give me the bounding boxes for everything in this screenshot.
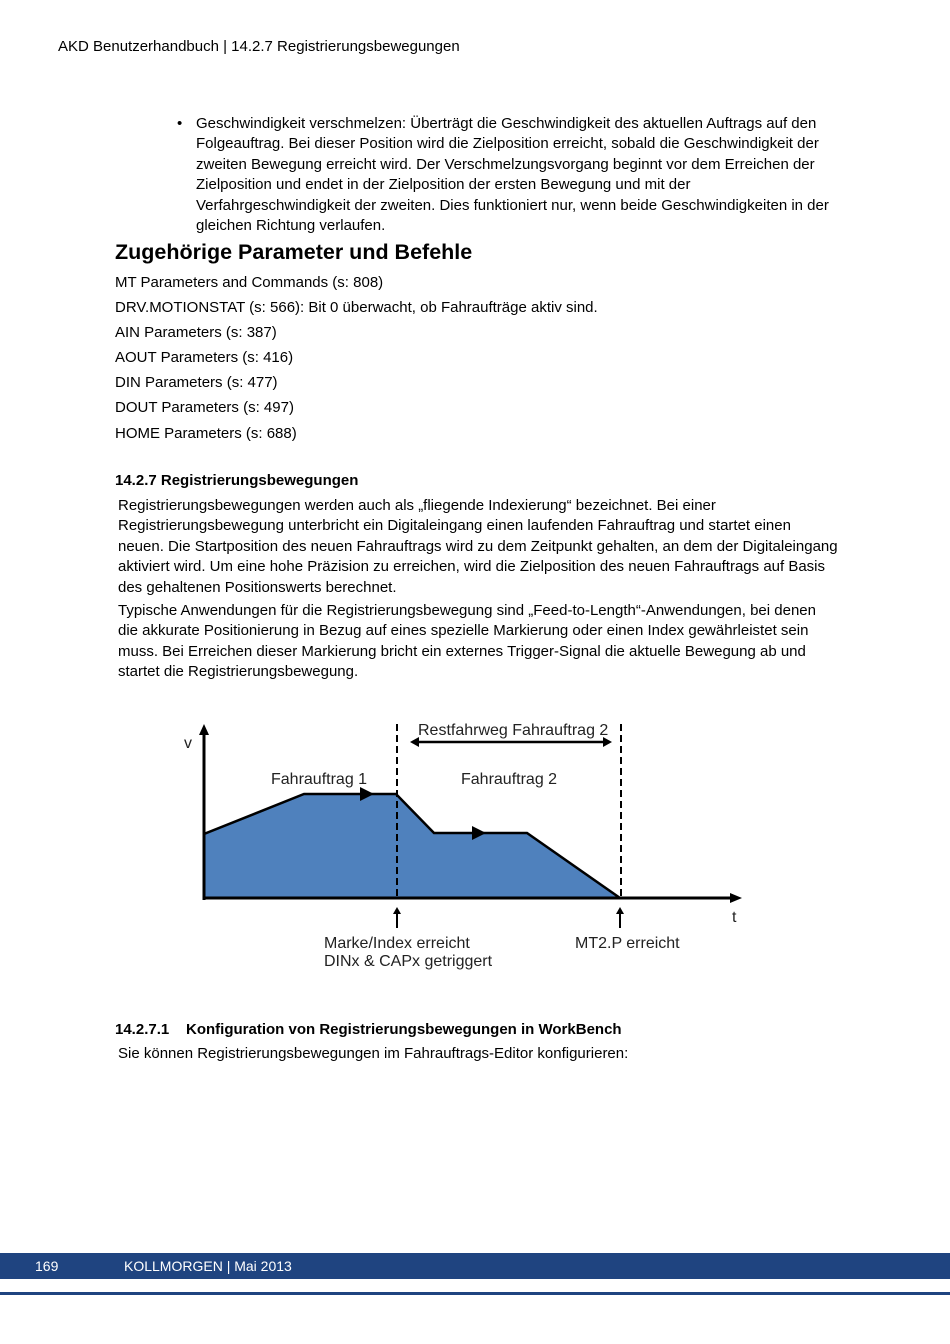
page-header: AKD Benutzerhandbuch | 14.2.7 Registrierungsbewegungen xyxy=(58,38,460,55)
related-link[interactable]: DRV.MOTIONSTAT (s: 566): Bit 0 überwacht, ob Fahraufträge aktiv sind. xyxy=(115,299,598,317)
paragraph: Typische Anwendungen für die Registrierungsbewegung sind „Feed-to-Length“-Anwendungen, bei denen die akkurate Positionierung in Bezug auf eines spezielle Markierung oder einen Index gewährleistet sein muss. Bei Erreichen dieser Markierung bricht ein externes Trigger-Signal die aktuelle Bewegung ab und startet die Registrierungsbewegung. xyxy=(118,602,816,681)
y-axis-arrow-icon xyxy=(199,724,209,735)
bullet-text: Geschwindigkeit verschmelzen: Überträgt die Geschwindigkeit des aktuellen Auftrags auf den Folgeauftrag. Bei dieser Position wird die Zielposition erreicht, sobald die Geschwindigkeit der zweiten Bewegung erreicht wird. Der Verschmelzungsvorgang beginnt vor dem Erreichen der Zielposition und endet in der Zielposition der ersten Bewegung und mit der Verfahrgeschwindigkeit der zweiten. Dies funktioniert nur, wenn beide Geschwindigkeiten in der gleichen Richtung verlaufen. xyxy=(196,115,829,235)
subsection-heading xyxy=(115,1021,622,1038)
page-footer xyxy=(0,1253,950,1279)
arrow-up-icon xyxy=(393,907,401,914)
rest-distance-label: Restfahrweg Fahrauftrag 2 xyxy=(418,722,609,739)
move1-label: Fahrauftrag 1 xyxy=(271,771,368,788)
marker-label: Marke/Index erreicht xyxy=(324,935,470,952)
y-axis-label: v xyxy=(184,735,192,752)
footer-brand: KOLLMORGEN | Mai 2013 xyxy=(124,1258,292,1274)
related-link[interactable]: DIN Parameters (s: 477) xyxy=(115,374,278,392)
x-axis-arrow-icon xyxy=(730,893,742,903)
paragraph: Sie können Registrierungsbewegungen im Fahrauftrags-Editor konfigurieren: xyxy=(118,1045,629,1062)
page-number: 169 xyxy=(35,1258,59,1274)
subsection-title: Konfiguration von Registrierungsbewegungen in WorkBench xyxy=(186,1021,622,1038)
related-link[interactable]: AOUT Parameters (s: 416) xyxy=(115,349,294,367)
x-axis-label: t xyxy=(732,909,737,926)
related-heading: Zugehörige Parameter und Befehle xyxy=(115,240,473,264)
arrow-up-icon xyxy=(616,907,624,914)
footer-divider xyxy=(0,1292,950,1295)
related-link[interactable]: MT Parameters and Commands (s: 808) xyxy=(115,274,384,291)
move2-label: Fahrauftrag 2 xyxy=(461,771,558,788)
related-link[interactable]: HOME Parameters (s: 688) xyxy=(115,424,297,442)
subsection-number: 14.2.7.1 xyxy=(115,1021,170,1038)
velocity-profile xyxy=(204,794,620,898)
related-link[interactable]: DOUT Parameters (s: 497) xyxy=(115,399,294,417)
section-heading: 14.2.7 Registrierungsbewegungen xyxy=(115,472,359,489)
target-label: MT2.P erreicht xyxy=(575,935,680,952)
paragraph: Registrierungsbewegungen werden auch als „fliegende Indexierung“ bezeichnet. Bei einer Registrierungsbewegung unterbricht ein Digitaleingang einen laufenden Fahrauftrag und startet einen neuen. Die Startposition des neuen Fahrauftrags wird zu dem Zeitpunkt gehalten, an dem der Digitaleingang aktiviert wird. Um eine hohe Präzision zu erreichen, wird die Zielposition des neuen Fahrauftrags auf Basis des gehaltenen Positionswerts berechnet. xyxy=(118,497,838,596)
related-link[interactable]: AIN Parameters (s: 387) xyxy=(115,324,277,342)
trigger-label: DINx & CAPx getriggert xyxy=(324,953,493,970)
bullet-icon: • xyxy=(177,115,183,132)
